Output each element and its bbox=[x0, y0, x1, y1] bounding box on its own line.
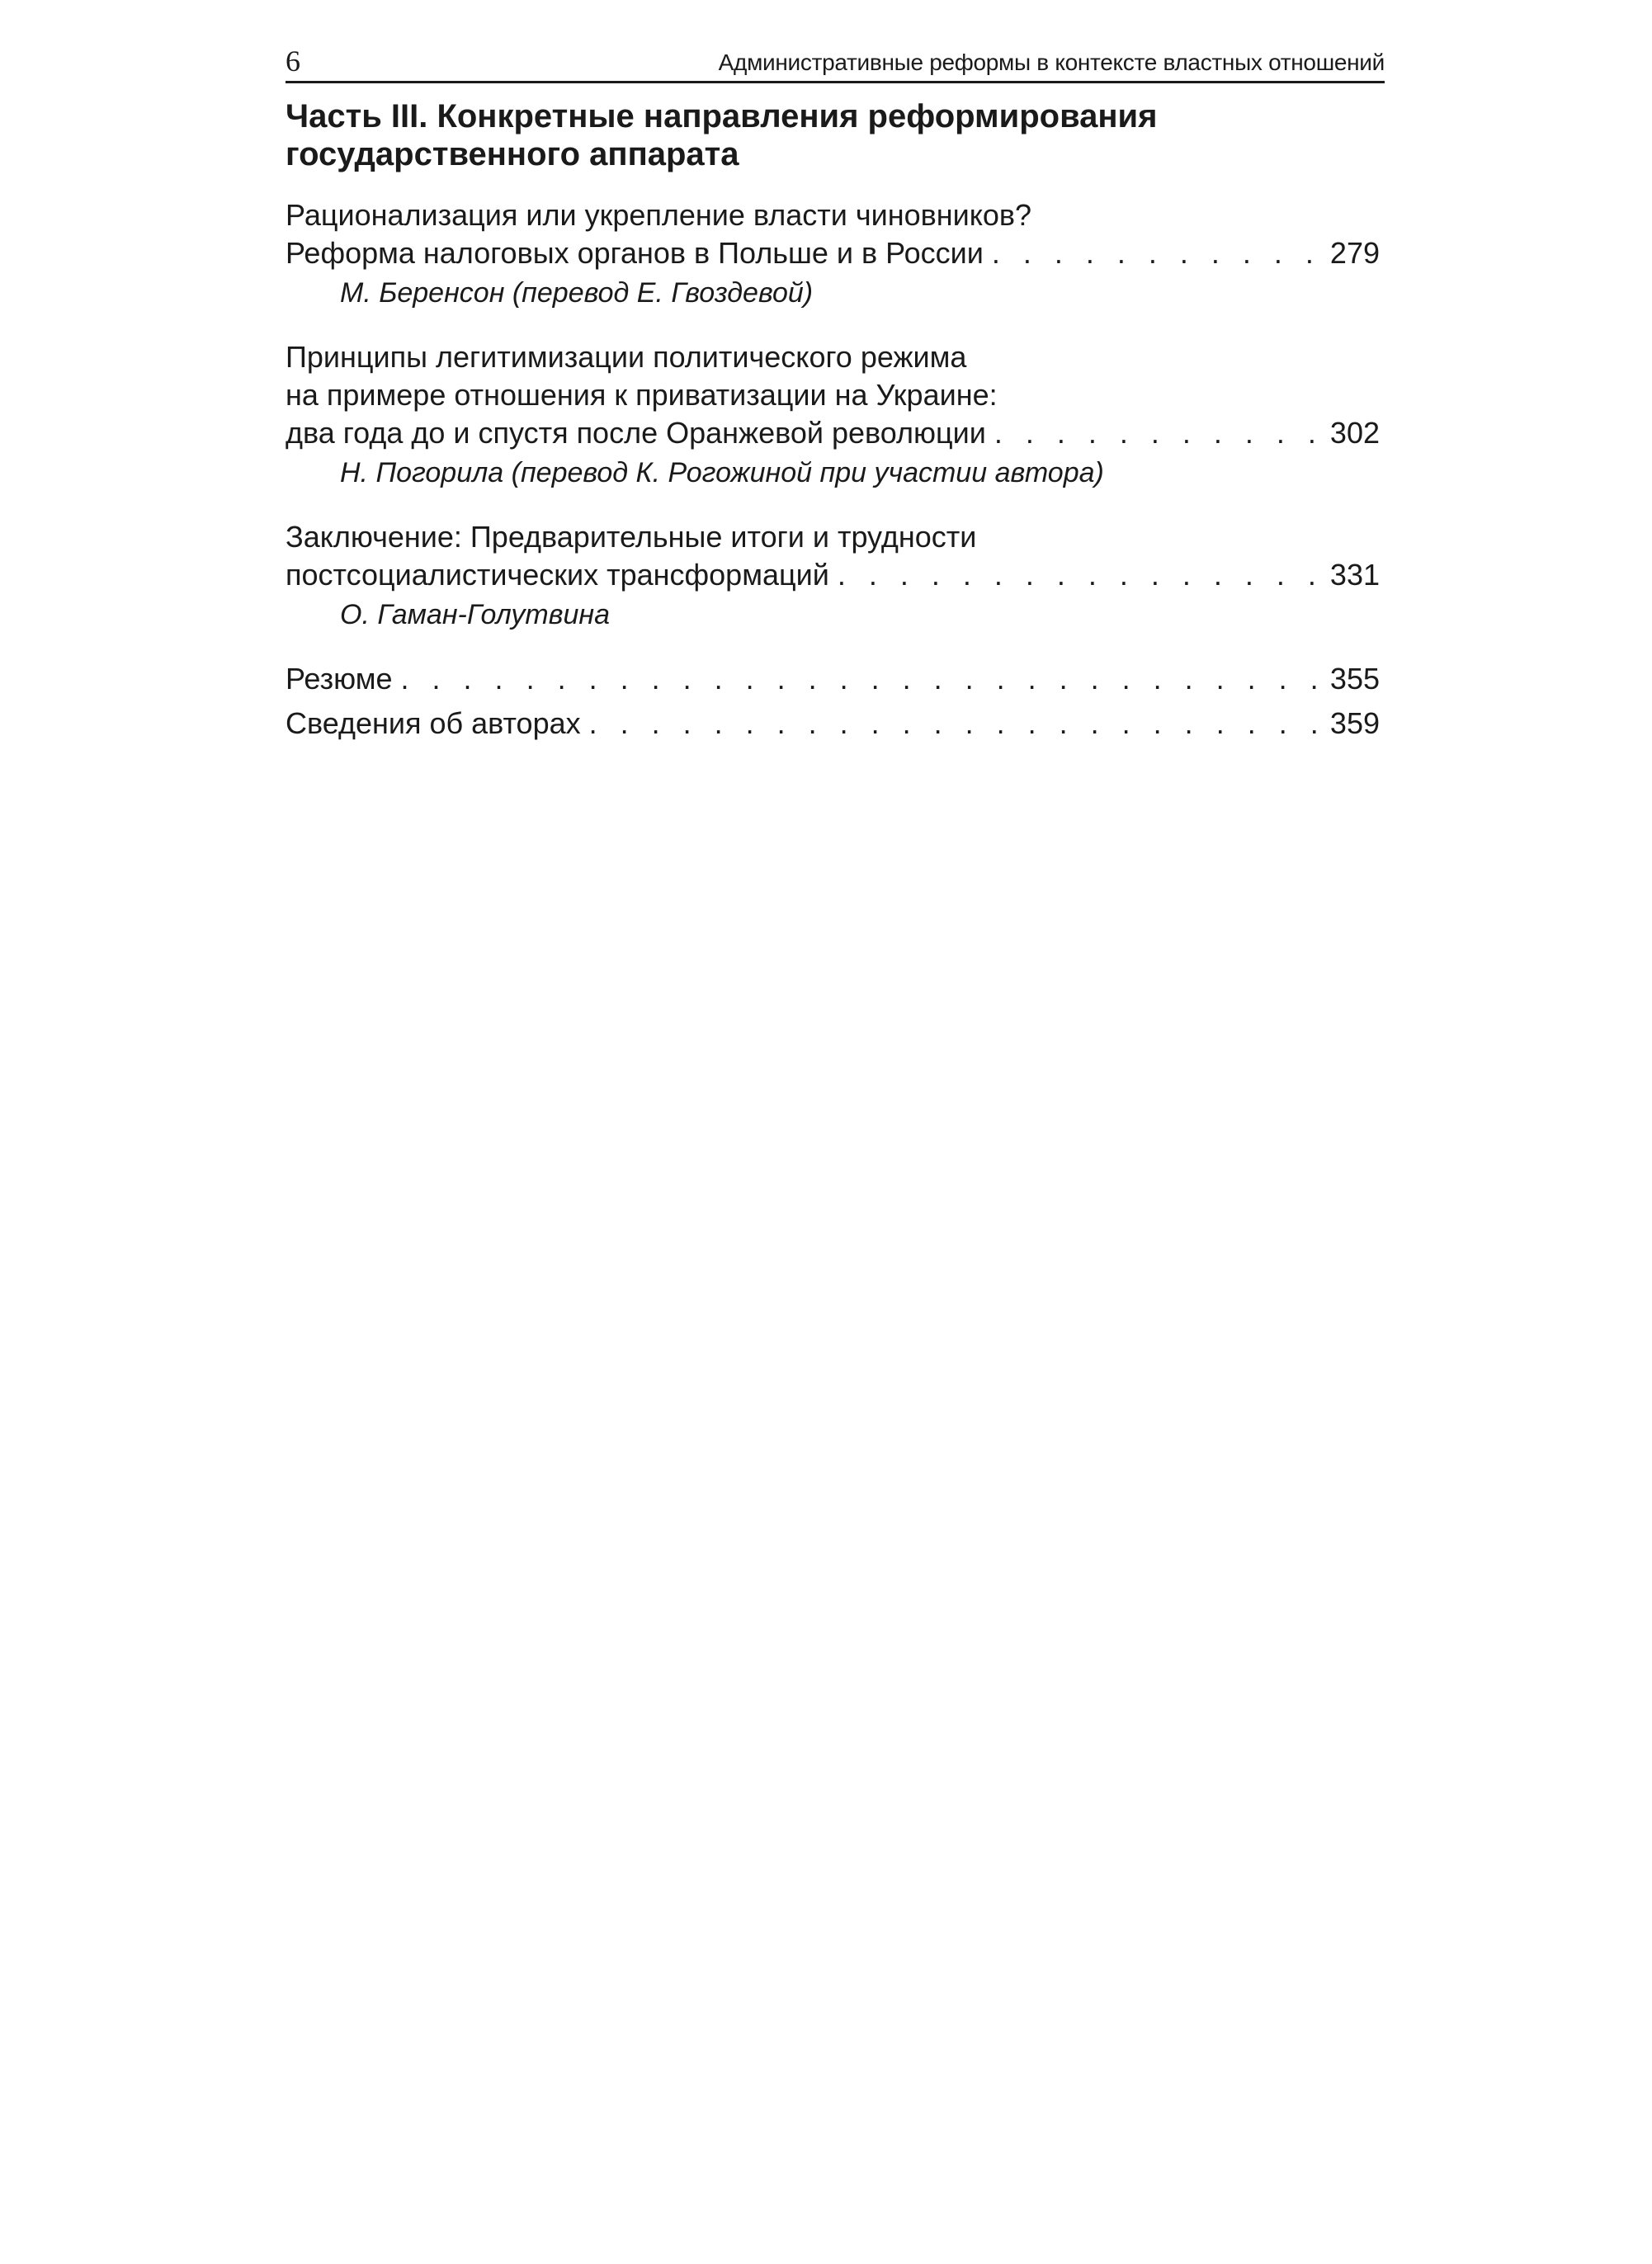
toc-entry-summary[interactable] bbox=[286, 660, 1380, 698]
toc-entry-tax-reform[interactable] bbox=[286, 196, 1380, 314]
toc-entry-authors-info[interactable] bbox=[286, 705, 1380, 743]
toc-entry-title-line: постсоциалистических трансформаций bbox=[286, 558, 829, 592]
toc-page-number: 302 bbox=[1329, 416, 1380, 450]
toc-page-number: 279 bbox=[1329, 236, 1380, 270]
dot-leader bbox=[838, 556, 1322, 594]
toc-entry-legitimation[interactable] bbox=[286, 338, 1380, 493]
toc-entry-leader-line bbox=[286, 660, 1380, 698]
toc-entry-author: О. Гаман-Голутвина bbox=[340, 599, 611, 630]
dot-leader bbox=[589, 705, 1322, 743]
dot-leader bbox=[994, 414, 1322, 452]
toc-entry-author: Н. Погорила (перевод К. Рогожиной при участии автора) bbox=[340, 457, 1104, 488]
dot-leader bbox=[992, 234, 1322, 272]
section-heading-line-1: Часть III. Конкретные направления реформирования bbox=[286, 98, 1158, 134]
toc-entry-title-line: на примере отношения к приватизации на Украине: bbox=[286, 378, 998, 412]
running-header bbox=[286, 43, 1385, 83]
toc-entry-leader-line bbox=[286, 234, 1380, 272]
toc-entry-title-line: Резюме bbox=[286, 662, 393, 696]
running-title: Административные реформы в контексте властных отношений bbox=[718, 50, 1385, 75]
toc-entry-title-line: два года до и спустя после Оранжевой революции bbox=[286, 416, 986, 450]
toc-entry-leader-line bbox=[286, 414, 1380, 452]
page-number: 6 bbox=[286, 45, 300, 78]
toc-entry-conclusion[interactable] bbox=[286, 518, 1380, 635]
toc-page-number: 359 bbox=[1329, 706, 1380, 740]
toc-entry-author: М. Беренсон (перевод Е. Гвоздевой) bbox=[340, 277, 814, 309]
toc-entry-title-line: Заключение: Предварительные итоги и трудности bbox=[286, 520, 977, 554]
toc-entry-leader-line bbox=[286, 705, 1380, 743]
toc-entry-title-line: Реформа налоговых органов в Польше и в России bbox=[286, 236, 984, 270]
dot-leader bbox=[401, 660, 1322, 698]
toc-page-number: 355 bbox=[1329, 662, 1380, 696]
section-heading bbox=[286, 97, 1276, 173]
toc-page-number: 331 bbox=[1329, 558, 1380, 592]
toc-entry-title-line: Принципы легитимизации политического режима bbox=[286, 340, 967, 374]
toc-entry-title-line: Сведения об авторах bbox=[286, 706, 581, 740]
table-of-contents bbox=[286, 196, 1380, 749]
toc-entry-title-line: Рационализация или укрепление власти чиновников? bbox=[286, 198, 1032, 232]
section-heading-line-2: государственного аппарата bbox=[286, 136, 739, 172]
toc-entry-leader-line bbox=[286, 556, 1380, 594]
